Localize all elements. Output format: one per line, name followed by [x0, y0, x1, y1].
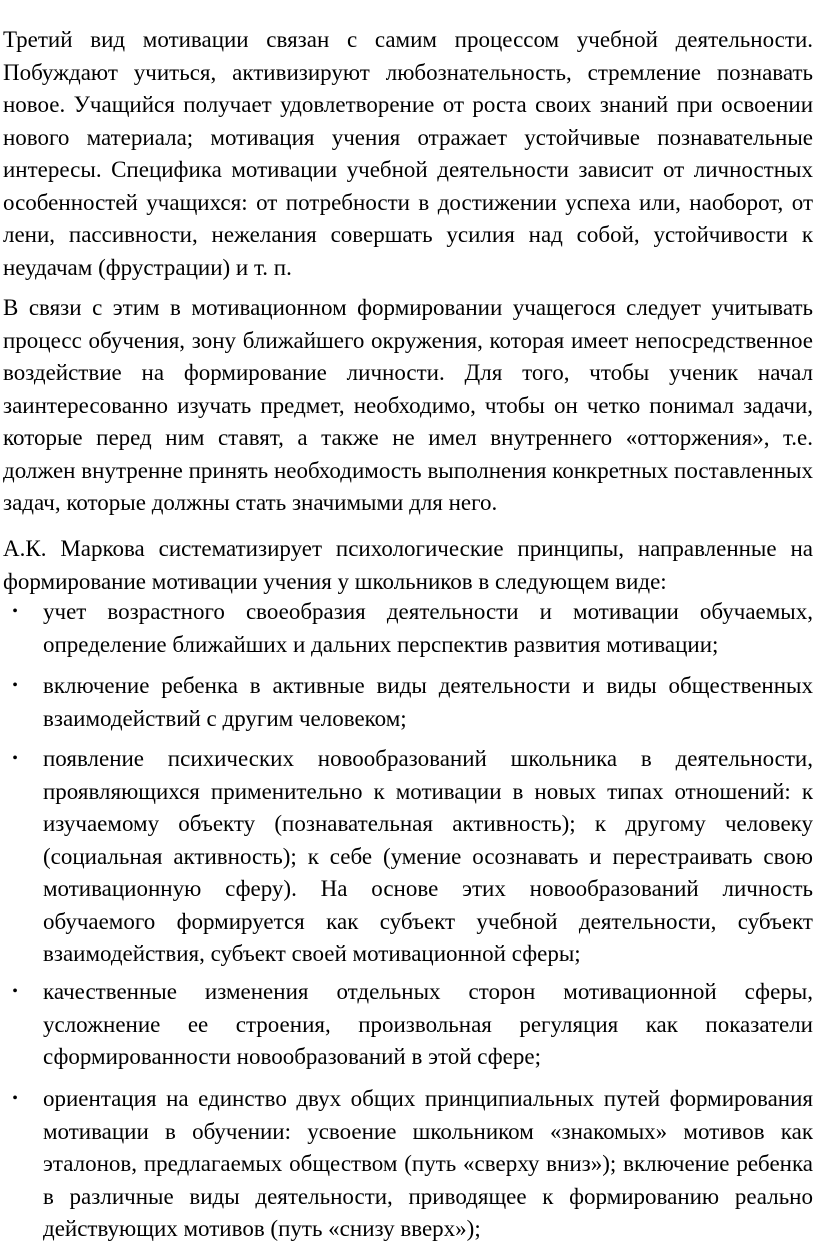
list-item-text: качественные изменения отдельных сторон мотивационной сферы, усложнение ее строения, произвольная регуляция как показатели сформированности новообразований в этой сфере;	[43, 979, 813, 1069]
paragraph-markova-principles: А.К. Маркова систематизирует психологические принципы, направленные на формирование мотивации учения у школьников в следующем виде:	[3, 536, 813, 594]
list-item-text: включение ребенка в активные виды деятельности и виды общественных взаимодействий с другим человеком;	[43, 673, 813, 731]
bullet-icon: •	[12, 677, 18, 694]
bullet-icon: •	[12, 603, 18, 620]
paragraph-third-motivation-type: Третий вид мотивации связан с самим процессом учебной деятельности. Побуждают учиться, активизируют любознательность, стремление познавать новое. Учащийся получает удовлетворение от роста своих знаний при освоении нового материала; мотивация учения отражает устойчивые познавательные интересы. Специфика мотивации учебной деятельности зависит от личностных особенностей учащихся: от потребности в достижении успеха или, наоборот, от лени, пассивности, нежелания совершать усилия над собой, устойчивости к неудачам (фрустрации) и т. п.	[3, 27, 813, 280]
bullet-icon: •	[12, 750, 18, 767]
bullet-icon: •	[12, 1090, 18, 1107]
list-item-text: ориентация на единство двух общих принципиальных путей формирования мотивации в обучении: усвоение школьником «знакомых» мотивов как эталонов, предлагаемых обществом (путь «сверху вниз»); включение ребенка в различные виды деятельности, приводящее к формированию реально действующих мотивов (путь «снизу вверх»);	[43, 1086, 813, 1241]
list-item-text: учет возрастного своеобразия деятельности и мотивации обучаемых, определение ближайших и дальних перспектив развития мотивации;	[43, 599, 813, 657]
bullet-icon: •	[12, 983, 18, 1000]
list-item-text: появление психических новообразований школьника в деятельности, проявляющихся применительно к мотивации в новых типах отношений: к изучаемому объекту (познавательная активность); к другому человеку (социальная активность); к себе (умение осознавать и перестраивать свою мотивационную сферу). На основе этих новообразований личность обучаемого формируется как субъект учебной деятельности, субъект взаимодействия, субъект своей мотивационной сферы;	[43, 746, 813, 966]
paragraph-motivation-formation: В связи с этим в мотивационном формировании учащегося следует учитывать процесс обучения, зону ближайшего окружения, которая имеет непосредственное воздействие на формирование личности. Для того, чтобы ученик начал заинтересованно изучать предмет, необходимо, чтобы он четко понимал задачи, которые перед ним ставят, а также не имел внутреннего «отторжения», т.е. должен внутренне принять необходимость выполнения конкретных поставленных задач, которые должны стать значимыми для него.	[3, 295, 813, 515]
